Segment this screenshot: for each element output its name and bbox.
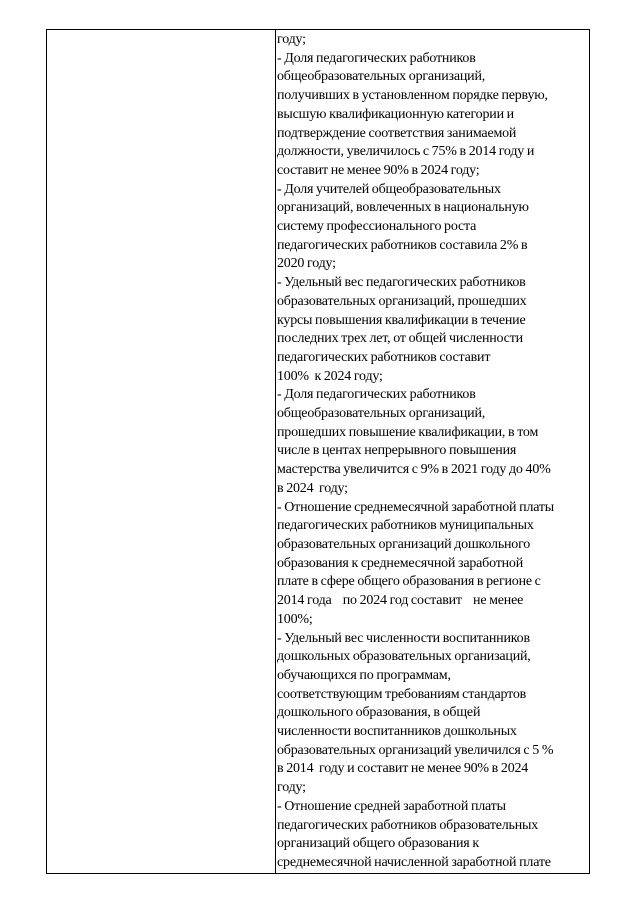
text-line: педагогических работников составила 2% в [277, 237, 528, 253]
text-line: 2014 года по 2024 год составит не менее [277, 593, 524, 609]
text-line: образовательных организаций, прошедших [277, 293, 527, 309]
text-line: общеобразовательных организаций, [277, 406, 486, 422]
text-line: году; [277, 32, 306, 47]
text-line: систему профессионального роста [277, 219, 477, 235]
text-line: мастерства увеличится с 9% в 2021 году до 40% [277, 462, 551, 478]
text-line: соответствующим требованиям стандартов [277, 686, 527, 702]
right-cell [276, 30, 590, 874]
text-line: образования к среднемесячной заработной [277, 555, 524, 571]
text-line: - Доля педагогических работников [277, 387, 476, 403]
text-line: 2020 году; [277, 256, 336, 272]
text-line: должности, увеличилось с 75% в 2014 году и [277, 144, 535, 160]
text-line: - Отношение среднемесячной заработной платы [277, 499, 555, 515]
text-line: высшую квалификационную категории и [277, 106, 514, 122]
text-line: 100%; [277, 611, 313, 627]
text-line: - Доля педагогических работников [277, 50, 476, 66]
text-line: подтверждение соответствия занимаемой [277, 125, 517, 141]
text-line: плате в сфере общего образования в регионе с [277, 574, 541, 590]
text-line: образовательных организаций дошкольного [277, 536, 531, 552]
text-line: последних трех лет, от общей численности [277, 331, 523, 347]
left-cell [47, 30, 276, 874]
text-line: прошедших повышение квалификации, в том [277, 424, 539, 440]
text-line: дошкольных образовательных организаций, [277, 649, 531, 665]
text-line: - Удельный вес численности воспитанников [277, 630, 530, 646]
right-cell-text [276, 30, 589, 873]
text-line: образовательных организаций увеличился с 5 % [277, 742, 554, 758]
text-line: числе в центах непрерывного повышения [277, 443, 517, 459]
text-line: курсы повышения квалификации в течение [277, 312, 526, 328]
text-line: составит не менее 90% в 2024 году; [277, 162, 480, 178]
text-line: организаций общего образования к [277, 836, 479, 852]
table-row [47, 30, 590, 874]
text-line: организаций, вовлеченных в национальную [277, 200, 529, 216]
text-line: в 2014 году и составит не менее 90% в 2024 [277, 761, 529, 777]
text-line: общеобразовательных организаций, [277, 69, 486, 85]
text-line: - Отношение средней заработной платы [277, 798, 506, 814]
text-line: педагогических работников образовательных [277, 817, 539, 833]
text-line: - Удельный вес педагогических работников [277, 275, 526, 291]
text-line: 100% к 2024 году; [277, 368, 383, 384]
document-table [46, 29, 590, 874]
text-line: педагогических работников составит [277, 349, 491, 365]
text-line: дошкольного образования, в общей [277, 705, 481, 721]
text-line: среднемесячной начисленной заработной плате [277, 854, 551, 870]
text-line: в 2024 году; [277, 480, 348, 496]
text-line: численности воспитанников дошкольных [277, 724, 517, 740]
text-line: году; [277, 780, 306, 796]
text-line: обучающихся по программам, [277, 667, 451, 683]
text-line: педагогических работников муниципальных [277, 518, 534, 534]
text-line: получивших в установленном порядке первую, [277, 88, 548, 104]
text-line: - Доля учителей общеобразовательных [277, 181, 501, 197]
